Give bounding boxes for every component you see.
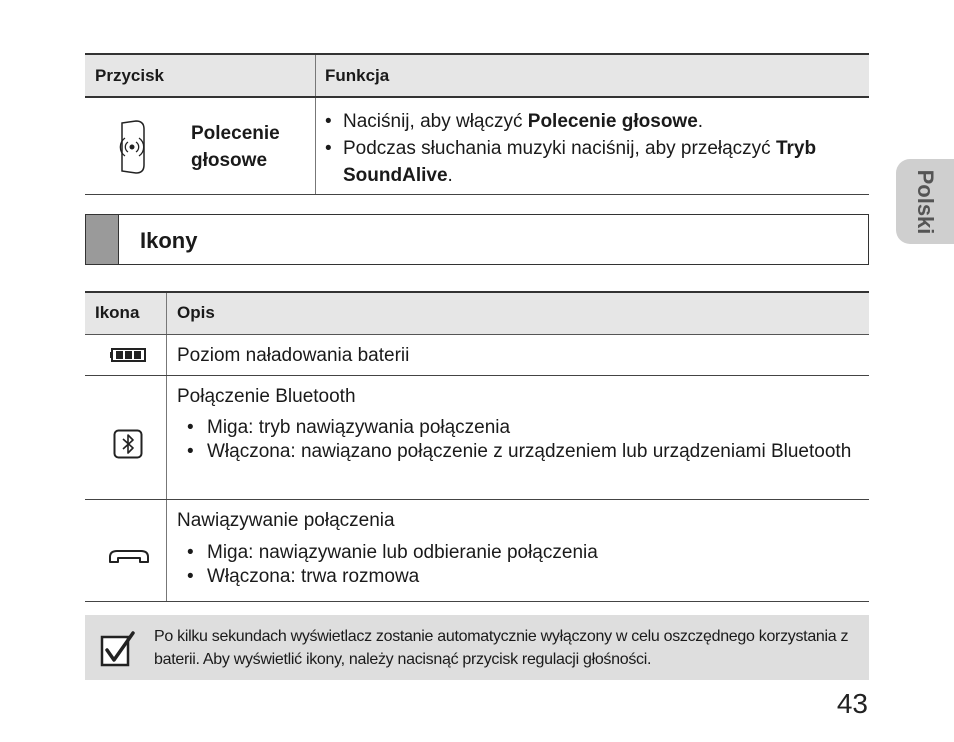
buttons-table-header — [85, 53, 869, 98]
button-name: Polecenie głosowe — [191, 123, 280, 171]
battery-level-icon — [110, 348, 148, 362]
header-description: Opis — [177, 303, 215, 322]
section-title: Ikony — [140, 228, 198, 253]
column-divider — [315, 98, 316, 194]
icon-description: Połączenie Bluetooth — [177, 386, 356, 407]
list-item: • Naciśnij, aby włączyć Polecenie głosowe. — [325, 108, 855, 135]
icon-state-list — [187, 416, 857, 464]
column-divider — [166, 335, 167, 375]
function-list — [325, 108, 855, 189]
list-item: • Włączona: nawiązano połączenie z urządzeniem lub urządzeniami Bluetooth — [187, 440, 857, 464]
header-function: Funkcja — [325, 66, 390, 85]
icons-table — [85, 291, 869, 602]
header-icon: Ikona — [95, 303, 140, 322]
voice-command-button-icon — [118, 119, 150, 175]
icon-description: Nawiązywanie połączenia — [177, 510, 395, 531]
list-item: • Podczas słuchania muzyki naciśnij, aby przełączyć Tryb SoundAlive. — [325, 135, 855, 189]
checkmark-note-icon — [100, 631, 136, 667]
note-box — [85, 615, 869, 680]
icon-description: Poziom naładowania baterii — [177, 345, 410, 366]
language-side-tab — [896, 159, 954, 244]
column-divider — [166, 376, 167, 499]
table-row — [85, 335, 869, 376]
page-number: 43 — [836, 688, 868, 719]
column-divider — [166, 293, 167, 334]
table-row — [85, 500, 869, 602]
table-row — [85, 376, 869, 500]
phone-handset-icon — [107, 548, 151, 566]
note-text: Po kilku sekundach wyświetlacz zostanie automatycznie wyłączony w celu oszczędnego korzystania z baterii. Aby wyświetlić ikony, należy nacisnąć przycisk regulacji głośności. — [154, 628, 849, 668]
list-item: • Włączona: trwa rozmowa — [187, 565, 857, 589]
icon-state-list — [187, 541, 857, 589]
section-header — [85, 214, 869, 265]
list-item: • Miga: tryb nawiązywania połączenia — [187, 416, 857, 440]
side-tab-label: Polski — [913, 169, 938, 234]
column-divider — [315, 55, 316, 96]
section-marker — [86, 215, 119, 264]
bluetooth-icon — [113, 429, 143, 459]
column-divider — [166, 500, 167, 601]
header-button: Przycisk — [95, 66, 164, 85]
icons-table-header — [85, 291, 869, 335]
list-item: • Miga: nawiązywanie lub odbieranie połączenia — [187, 541, 857, 565]
table-row — [85, 98, 869, 195]
buttons-table — [85, 53, 869, 195]
